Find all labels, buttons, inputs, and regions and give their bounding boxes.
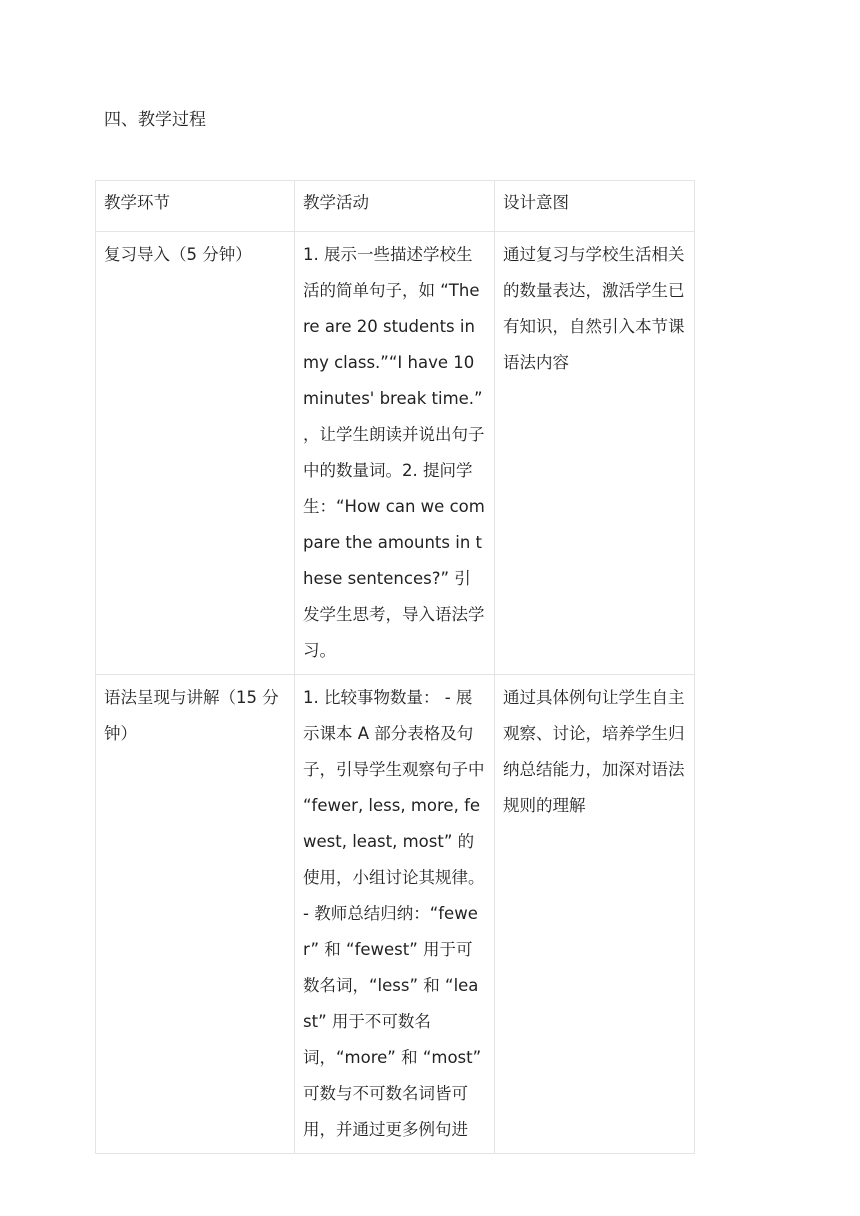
header-activity: 教学活动 [295, 181, 495, 232]
header-intent: 设计意图 [495, 181, 695, 232]
activity-cell: 1. 展示一些描述学校生活的简单句子，如 “There are 20 students in my class.”“I have 10 minutes' break time.” ，让学生朗读并说出句子中的数量词。2. 提问学生：“How can we compare the amounts in these sentences?” 引发学生思考，导入语法学习。 [295, 232, 495, 675]
teaching-process-table [95, 180, 695, 1154]
intent-cell: 通过具体例句让学生自主观察、讨论，培养学生归纳总结能力，加深对语法规则的理解 [495, 675, 695, 1154]
table-row [96, 232, 695, 675]
header-stage: 教学环节 [96, 181, 295, 232]
table-header-row [96, 181, 695, 232]
stage-cell: 复习导入（5 分钟） [96, 232, 295, 675]
activity-paragraph: - 教师总结归纳：“fewer” 和 “fewest” 用于可数名词，“less” 和 “least” 用于不可数名词，“more” 和 “most” 可数与不可数名词皆可用，并通过更多例句进 [303, 904, 482, 1139]
section-title: 四、教学过程 [104, 110, 206, 130]
intent-cell: 通过复习与学校生活相关的数量表达，激活学生已有知识，自然引入本节课语法内容 [495, 232, 695, 675]
activity-cell [295, 675, 495, 1154]
table-row [96, 675, 695, 1154]
stage-cell: 语法呈现与讲解（15 分钟） [96, 675, 295, 1154]
activity-paragraph: 1. 比较事物数量： - 展示课本 A 部分表格及句子，引导学生观察句子中 “fewer, less, more, fewest, least, most” 的使用，小组讨论其规律。 [303, 688, 485, 887]
